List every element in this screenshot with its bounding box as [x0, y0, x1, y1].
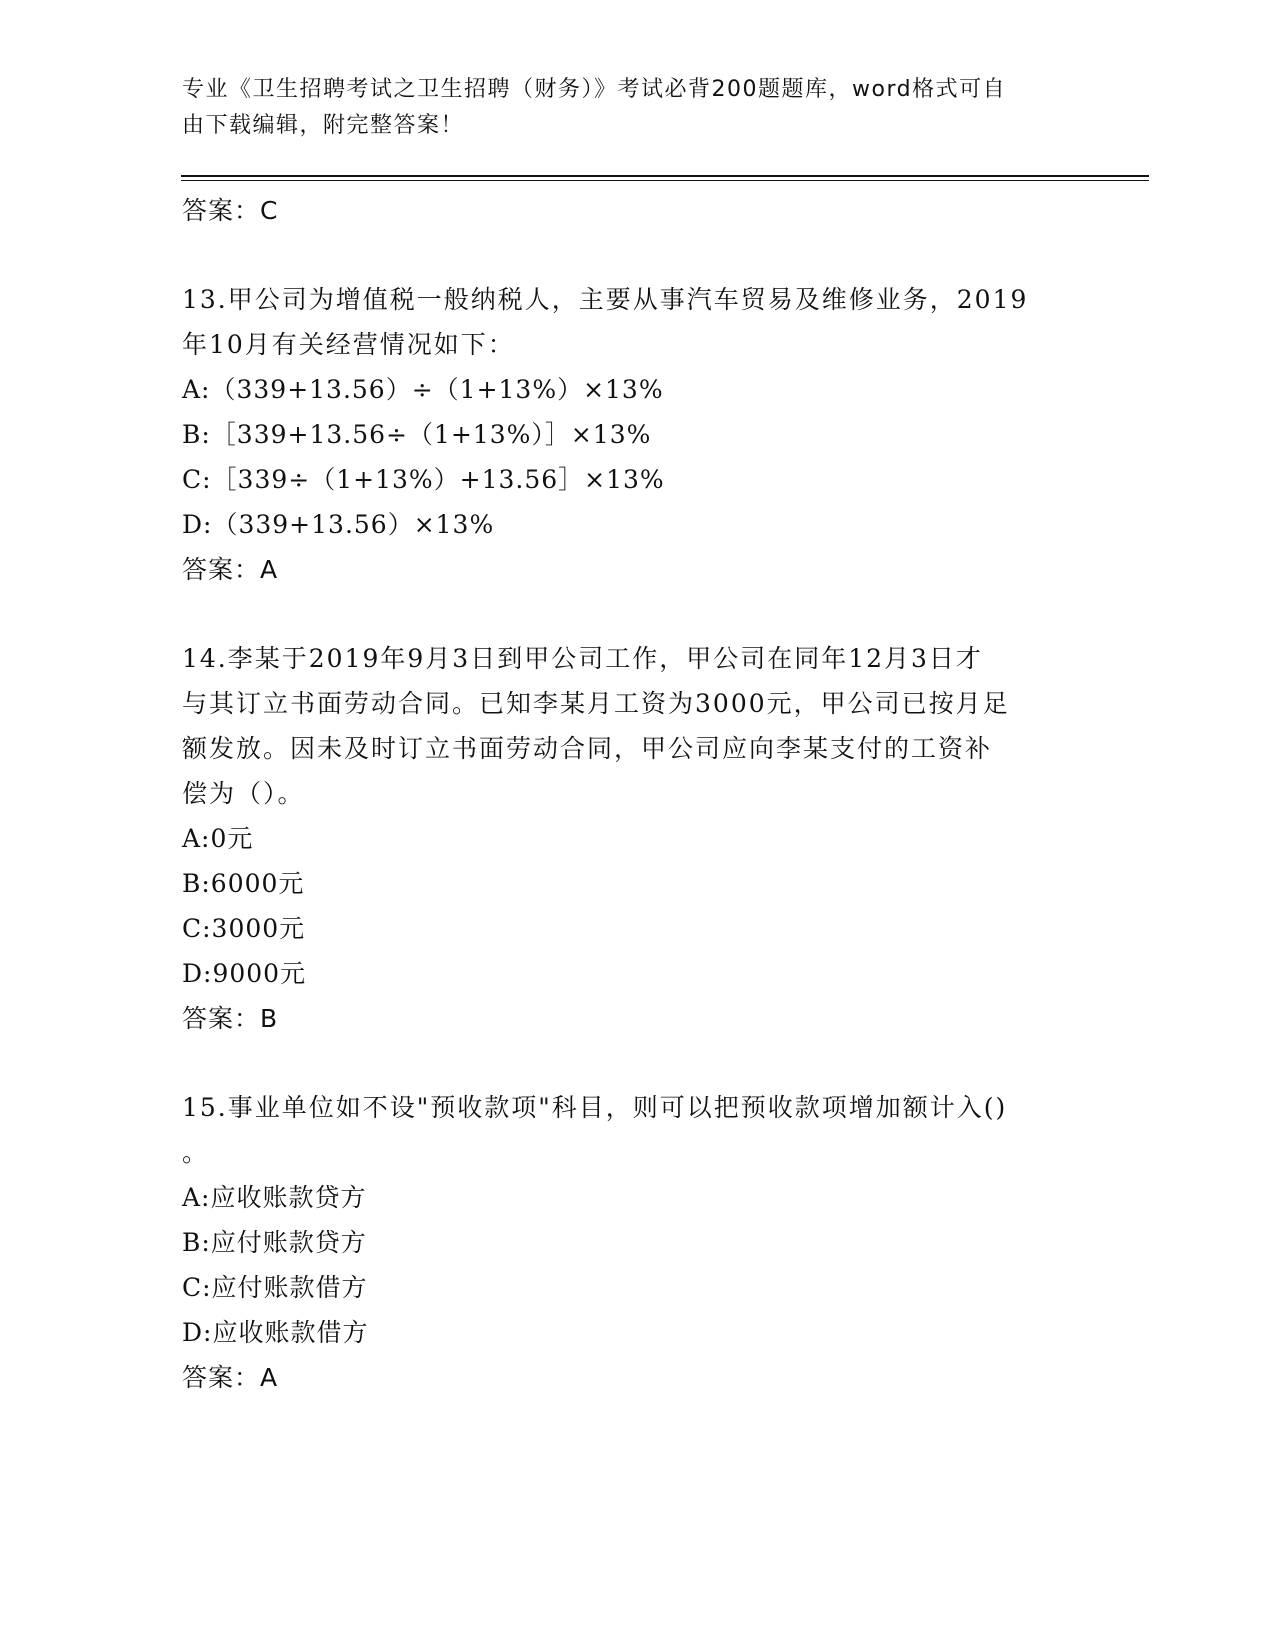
option-a: A:应收账款贷方 [182, 1183, 367, 1212]
question-block-14 [182, 636, 1062, 1041]
option-d: D:（339+13.56）×13% [182, 510, 495, 539]
header-line-1: 专业《卫生招聘考试之卫生招聘（财务）》考试必背200题题库，word格式可自 [182, 77, 1007, 102]
question-line: 额发放。因未及时订立书面劳动合同，甲公司应向李某支付的工资补 [182, 734, 993, 763]
answer-label: 答案：C [182, 196, 279, 225]
option-c: C:［339÷（1+13%）+13.56］×13% [182, 465, 665, 494]
question-line: 与其订立书面劳动合同。已知李某月工资为3000元，甲公司已按月足 [182, 689, 1010, 718]
option-d: D:9000元 [182, 959, 307, 988]
option-c: C:3000元 [182, 914, 306, 943]
option-a: A:0元 [182, 824, 254, 853]
header-line-2: 由下载编辑，附完整答案！ [182, 113, 465, 138]
question-line: 。 [182, 1138, 210, 1167]
page-header [182, 72, 1042, 144]
answer-label: 答案：A [182, 1363, 279, 1392]
header-divider-thick [181, 175, 1149, 177]
question-line: 15.事业单位如不设"预收款项"科目，则可以把预收款项增加额计入() [182, 1093, 1008, 1122]
question-line: 偿为（）。 [182, 779, 305, 808]
question-block-15 [182, 1085, 1062, 1400]
option-c: C:应付账款借方 [182, 1273, 368, 1302]
option-d: D:应收账款借方 [182, 1318, 369, 1347]
question-block-13 [182, 277, 1062, 592]
question-line: 年10月有关经营情况如下： [182, 330, 515, 359]
question-list [182, 188, 1062, 1400]
question-line: 13.甲公司为增值税一般纳税人，主要从事汽车贸易及维修业务，2019 [182, 285, 1029, 314]
answer-label: 答案：A [182, 555, 279, 584]
option-b: B:6000元 [182, 869, 305, 898]
question-line: 14.李某于2019年9月3日到甲公司工作，甲公司在同年12月3日才 [182, 644, 983, 673]
header-divider-thin [181, 180, 1149, 181]
option-b: B:应付账款贷方 [182, 1228, 367, 1257]
option-b: B:［339+13.56÷（1+13%）］×13% [182, 420, 652, 449]
answer-label: 答案：B [182, 1004, 279, 1033]
option-a: A:（339+13.56）÷（1+13%）×13% [182, 375, 664, 404]
